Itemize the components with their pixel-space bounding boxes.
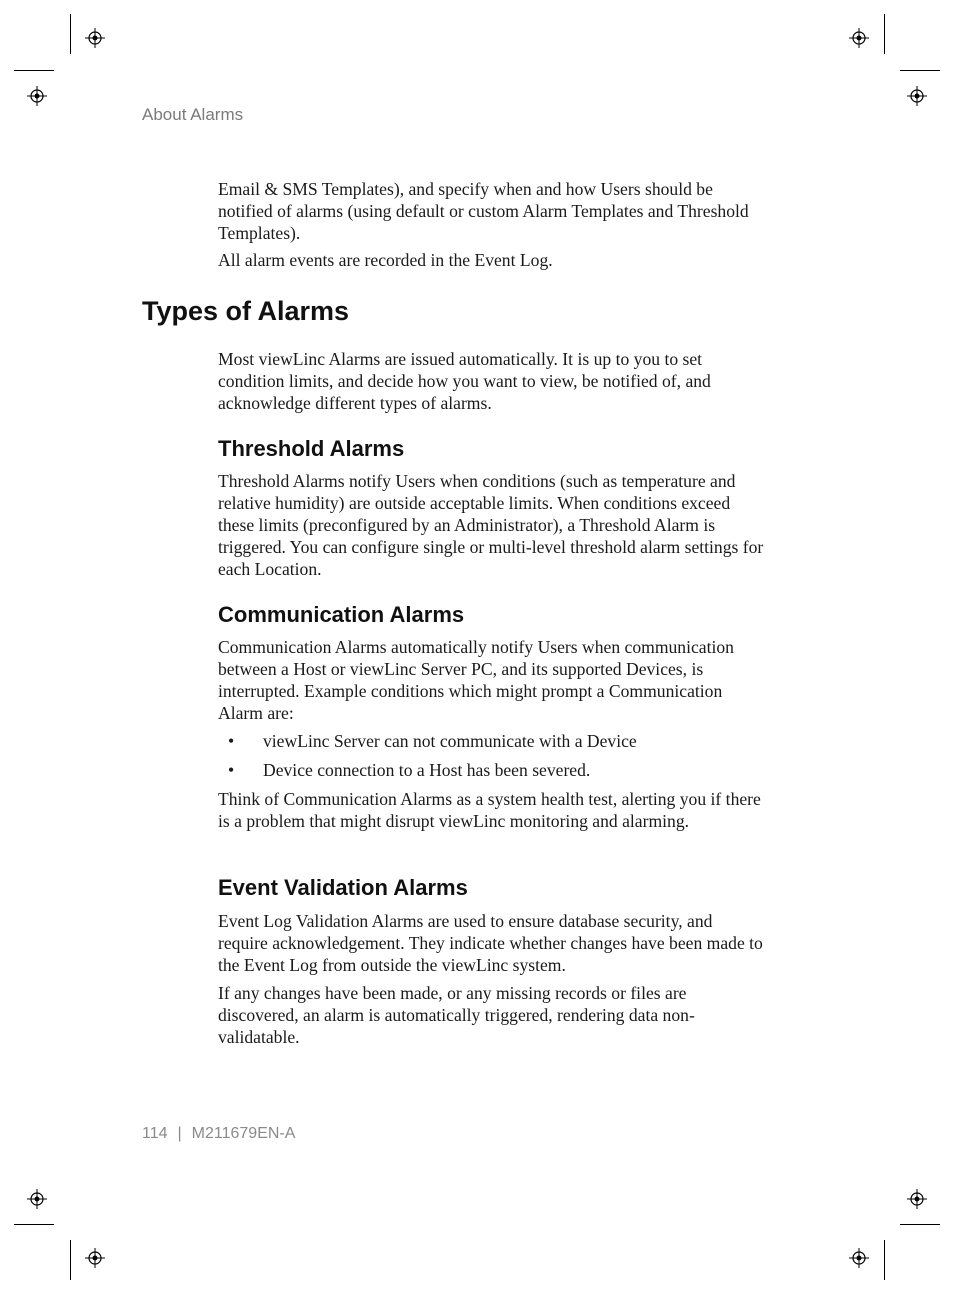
communication-alarms-paragraph: Think of Communication Alarms as a system health test, alerting you if there is a problem that might disrupt viewLinc monitoring and alarming.: [218, 789, 761, 831]
registration-mark-icon: [907, 1189, 927, 1209]
intro-paragraph: All alarm events are recorded in the Event Log.: [218, 250, 553, 270]
crop-mark: [884, 14, 885, 54]
threshold-alarms-paragraph: Threshold Alarms notify Users when conditions (such as temperature and relative humidity) are outside acceptable limits. When conditions exceed these limits (preconfigured by an Administrator), a Threshold Alarm is triggered. You can configure single or multi-level threshold alarm settings for each Location.: [218, 471, 764, 579]
subsection-title-threshold-alarms: Threshold Alarms: [218, 436, 405, 461]
section-title-types-of-alarms: Types of Alarms: [142, 296, 350, 326]
crop-mark: [70, 14, 71, 54]
crop-mark: [900, 70, 940, 71]
footer-separator: |: [177, 1125, 182, 1142]
list-item: [218, 730, 766, 752]
subsection-title-event-validation-alarms: Event Validation Alarms: [218, 875, 468, 900]
page-footer: [142, 1125, 295, 1143]
event-validation-paragraph: Event Log Validation Alarms are used to ensure database security, and require acknowledgement. They indicate whether changes have been made to the Event Log from outside the viewLinc system.: [218, 911, 763, 975]
page-number: 114: [142, 1125, 168, 1142]
crop-mark: [900, 1224, 940, 1225]
registration-mark-icon: [849, 28, 869, 48]
crop-mark: [884, 1240, 885, 1280]
running-header: About Alarms: [142, 105, 244, 124]
document-code: M211679EN-A: [191, 1125, 296, 1142]
crop-mark: [14, 70, 54, 71]
event-validation-paragraph: If any changes have been made, or any missing records or files are discovered, an alarm is automatically triggered, rendering data non-validatable.: [218, 983, 695, 1047]
crop-mark: [14, 1224, 54, 1225]
bullet-icon: •: [228, 760, 235, 780]
list-item: [218, 759, 766, 781]
communication-alarms-paragraph: Communication Alarms automatically notify Users when communication between a Host or viewLinc Server PC, and its supported Devices, is interrupted. Example conditions which might prompt a Communication Alarm are:: [218, 637, 734, 723]
crop-mark: [70, 1240, 71, 1280]
list-item-text: viewLinc Server can not communicate with a Device: [263, 731, 637, 751]
subsection-title-communication-alarms: Communication Alarms: [218, 602, 465, 627]
intro-paragraph: Email & SMS Templates), and specify when and how Users should be notified of alarms (using default or custom Alarm Templates and Threshold Templates).: [218, 179, 749, 243]
types-of-alarms-paragraph: Most viewLinc Alarms are issued automatically. It is up to you to set condition limits, and decide how you want to view, be notified of, and acknowledge different types of alarms.: [218, 349, 711, 413]
registration-mark-icon: [85, 28, 105, 48]
registration-mark-icon: [849, 1248, 869, 1268]
registration-mark-icon: [907, 86, 927, 106]
communication-examples-list: [218, 730, 766, 788]
registration-mark-icon: [85, 1248, 105, 1268]
bullet-icon: •: [228, 731, 235, 751]
list-item-text: Device connection to a Host has been severed.: [263, 760, 591, 780]
registration-mark-icon: [27, 1189, 47, 1209]
registration-mark-icon: [27, 86, 47, 106]
